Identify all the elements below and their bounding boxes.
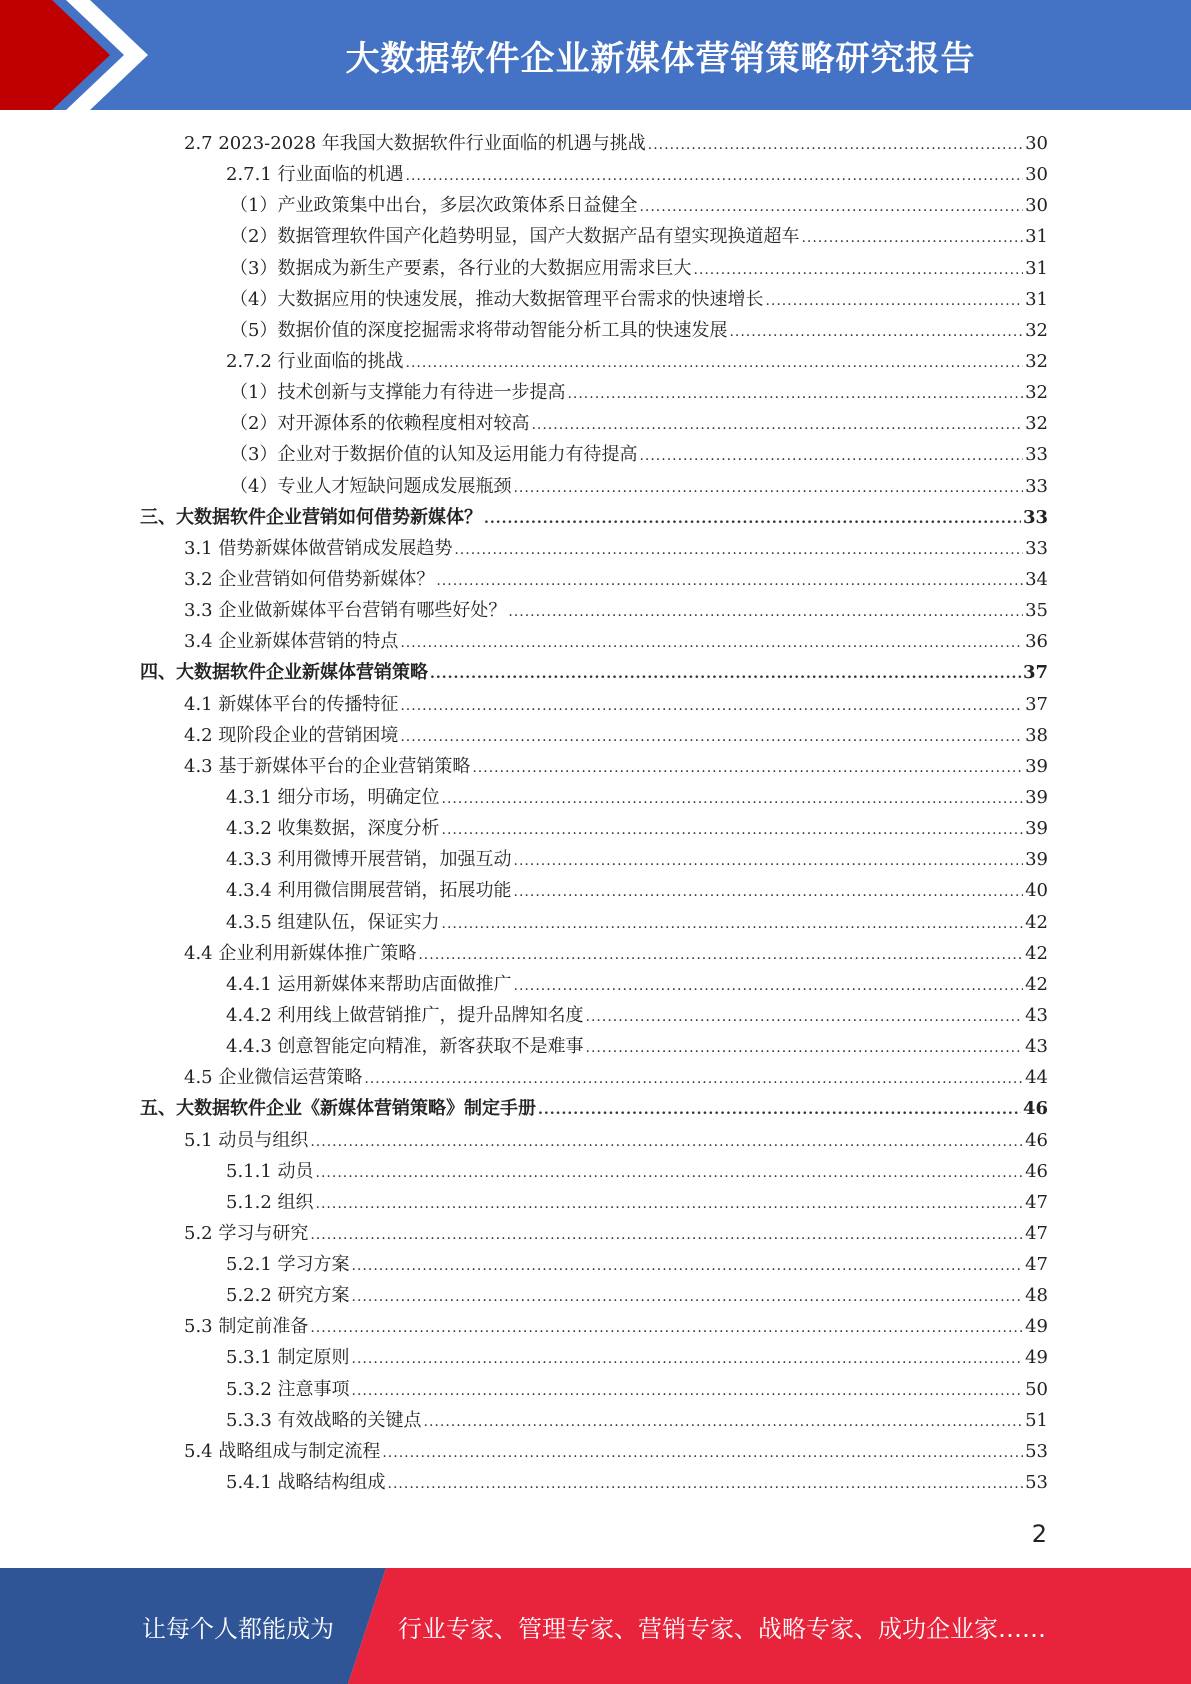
toc-entry-title: 3.3 企业做新媒体平台营销有哪些好处？ [184,600,507,622]
toc-dot-leader [729,317,1023,348]
toc-entry[interactable] [140,1031,1048,1062]
toc-entry-page: 33 [1022,506,1048,528]
toc-entry-title: 4.3.3 利用微博开展营销，加强互动 [226,849,512,871]
toc-entry[interactable] [140,533,1048,564]
toc-entry-page: 42 [1025,942,1048,964]
toc-entry-page: 31 [1025,288,1048,310]
toc-dot-leader [586,1002,1024,1033]
toc-dot-leader [442,909,1024,940]
toc-entry-page: 33 [1025,475,1048,497]
toc-entry-title: 5.3.1 制定原则 [226,1347,350,1369]
toc-entry-title: 2.7.1 行业面临的机遇 [226,164,404,186]
toc-entry-page: 39 [1025,755,1048,777]
toc-entry[interactable] [140,315,1048,346]
toc-dot-leader [352,1282,1024,1313]
toc-entry-title: （4）专业人才短缺问题成发展瓶颈 [230,475,512,497]
toc-entry-page: 50 [1025,1378,1048,1400]
toc-entry-title: （2）数据管理软件国产化趋势明显，国产大数据产品有望实现换道超车 [230,226,800,248]
toc-entry-title: 4.1 新媒体平台的传播特征 [184,693,399,715]
toc-dot-leader [442,784,1024,815]
toc-dot-leader [382,1438,1023,1469]
toc-entry[interactable] [140,689,1048,720]
toc-entry-title: 2.7.2 行业面临的挑战 [226,350,404,372]
toc-entry[interactable] [140,159,1048,190]
toc-dot-leader [316,1158,1024,1189]
toc-entry-page: 47 [1025,1222,1048,1244]
toc-entry-page: 38 [1025,724,1048,746]
toc-entry-title: 5.1.1 动员 [226,1160,314,1182]
toc-entry[interactable] [140,657,1048,688]
toc-entry-title: 4.3.2 收集数据，深度分析 [226,818,440,840]
toc-entry-page: 42 [1025,973,1048,995]
toc-entry-page: 46 [1025,1160,1048,1182]
toc-dot-leader [801,223,1023,254]
toc-dot-leader [567,379,1023,410]
toc-entry-title: （5）数据价值的深度挖掘需求将带动智能分析工具的快速发展 [230,319,728,341]
toc-dot-leader [400,628,1023,659]
toc-entry-title: 3.2 企业营销如何借势新媒体？ [184,568,435,590]
toc-entry-page: 43 [1025,1004,1048,1026]
toc-entry-title: 2.7 2023-2028 年我国大数据软件行业面临的机遇与挑战 [184,133,646,154]
toc-entry-title: 5.3 制定前准备 [184,1316,309,1338]
toc-entry[interactable] [140,221,1048,252]
toc-dot-leader [442,815,1024,846]
toc-dot-leader [310,1220,1023,1251]
toc-entry[interactable] [140,1280,1048,1311]
toc-dot-leader [484,504,1021,535]
toc-dot-leader [418,940,1023,971]
toc-entry-page: 39 [1025,786,1048,808]
toc-dot-leader [514,877,1024,908]
toc-entry[interactable] [140,439,1048,470]
toc-entry-page: 32 [1025,319,1048,341]
toc-entry[interactable] [140,595,1048,626]
toc-entry-page: 53 [1025,1440,1048,1462]
toc-entry[interactable] [140,1311,1048,1342]
toc-dot-leader [639,192,1023,223]
toc-dot-leader [586,1033,1024,1064]
toc-entry-title: 5.4 战略组成与制定流程 [184,1440,381,1462]
toc-entry-title: 5.3.2 注意事项 [226,1378,350,1400]
toc-entry-page: 37 [1022,662,1048,684]
toc-entry-title: 四、大数据软件企业新媒体营销策略 [140,662,428,684]
toc-entry[interactable] [140,751,1048,782]
toc-entry[interactable] [140,1156,1048,1187]
toc-entry-page: 39 [1025,849,1048,871]
toc-entry-title: 4.3 基于新媒体平台的企业营销策略 [184,755,471,777]
header-arrow-icon [0,0,160,110]
page-footer [0,1568,1191,1684]
toc-entry[interactable] [140,1436,1048,1467]
toc-entry-title: 4.4.3 创意智能定向精准，新客获取不是难事 [226,1036,584,1058]
toc-entry-page: 31 [1025,226,1048,248]
toc-dot-leader [436,566,1023,597]
toc-entry-title: （1）产业政策集中出台，多层次政策体系日益健全 [230,195,638,217]
toc-dot-leader [406,161,1024,192]
toc-dot-leader [514,971,1024,1002]
toc-entry-page: 32 [1025,350,1048,372]
toc-dot-leader [352,1376,1024,1407]
toc-entry-page: 32 [1025,413,1048,435]
toc-entry-page: 37 [1025,693,1048,715]
toc-entry[interactable] [140,782,1048,813]
toc-entry-page: 47 [1025,1191,1048,1213]
toc-entry[interactable] [140,875,1048,906]
toc-dot-leader [316,1189,1024,1220]
toc-entry[interactable] [140,284,1048,315]
toc-entry-title: 5.2 学习与研究 [184,1222,309,1244]
toc-entry-title: （1）技术创新与支撑能力有待进一步提高 [230,382,566,404]
toc-entry-page: 36 [1025,631,1048,653]
toc-entry[interactable] [140,1249,1048,1280]
toc-dot-leader [648,130,1023,161]
toc-entry[interactable] [140,502,1048,533]
toc-entry[interactable] [140,564,1048,595]
toc-dot-leader [508,597,1023,628]
toc-entry-title: 5.4.1 战略结构组成 [226,1472,386,1494]
toc-entry-title: 五、大数据软件企业《新媒体营销策略》制定手册 [140,1098,536,1120]
toc-entry-title: 5.2.2 研究方案 [226,1285,350,1307]
toc-dot-leader [454,535,1023,566]
toc-entry-title: 5.2.1 学习方案 [226,1254,350,1276]
toc-entry-title: 4.2 现阶段企业的营销困境 [184,724,399,746]
toc-entry-page: 39 [1025,818,1048,840]
table-of-contents [140,128,1048,1498]
toc-entry-page: 51 [1025,1409,1048,1431]
toc-entry-title: 4.3.4 利用微信開展营销，拓展功能 [226,880,512,902]
toc-entry-page: 44 [1025,1067,1048,1089]
page-header [0,0,1191,110]
footer-slogan-left: 让每个人都能成为 [142,1614,334,1643]
toc-entry[interactable] [140,907,1048,938]
toc-entry-title: （2）对开源体系的依赖程度相对较高 [230,413,530,435]
toc-entry-title: （3）企业对于数据价值的认知及运用能力有待提高 [230,444,638,466]
page-number: 2 [1031,1520,1047,1548]
toc-entry-title: 4.3.1 细分市场，明确定位 [226,786,440,808]
toc-dot-leader [424,1407,1024,1438]
toc-dot-leader [472,753,1023,784]
toc-entry-page: 42 [1025,911,1048,933]
toc-dot-leader [765,286,1023,317]
toc-dot-leader [639,441,1023,472]
toc-entry[interactable] [140,1000,1048,1031]
toc-dot-leader [406,348,1024,379]
toc-entry[interactable] [140,1467,1048,1498]
toc-entry-title: 3.1 借势新媒体做营销成发展趋势 [184,537,453,559]
toc-dot-leader [388,1469,1024,1500]
toc-entry-title: 4.3.5 组建队伍，保证实力 [226,911,440,933]
toc-dot-leader [352,1251,1024,1282]
toc-entry[interactable] [140,813,1048,844]
toc-entry[interactable] [140,1374,1048,1405]
toc-entry-page: 32 [1025,382,1048,404]
toc-entry[interactable] [140,408,1048,439]
toc-entry[interactable] [140,720,1048,751]
toc-dot-leader [513,473,1023,504]
toc-entry-page: 47 [1025,1254,1048,1276]
toc-entry[interactable] [140,844,1048,875]
toc-entry-title: 5.3.3 有效战略的关键点 [226,1409,422,1431]
toc-entry[interactable] [140,377,1048,408]
toc-dot-leader [514,846,1024,877]
toc-entry[interactable] [140,128,1048,159]
toc-entry[interactable] [140,938,1048,969]
toc-entry-title: 4.4.2 利用线上做营销推广，提升品牌知名度 [226,1004,584,1026]
toc-entry-title: 4.4.1 运用新媒体来帮助店面做推广 [226,973,512,995]
toc-entry-page: 31 [1025,257,1048,279]
toc-entry[interactable] [140,190,1048,221]
toc-entry[interactable] [140,1093,1048,1124]
toc-entry[interactable] [140,1342,1048,1373]
toc-dot-leader [352,1344,1024,1375]
toc-entry-page: 46 [1022,1098,1048,1120]
toc-entry-page: 33 [1025,537,1048,559]
toc-entry[interactable] [140,471,1048,502]
toc-entry-page: 43 [1025,1036,1048,1058]
toc-entry[interactable] [140,1062,1048,1093]
toc-entry-title: 三、大数据软件企业营销如何借势新媒体？ [140,506,482,528]
toc-entry-title: 3.4 企业新媒体营销的特点 [184,631,399,653]
toc-entry-page: 40 [1025,880,1048,902]
toc-entry[interactable] [140,1405,1048,1436]
toc-entry[interactable] [140,253,1048,284]
toc-entry-page: 30 [1025,195,1048,217]
toc-entry-page: 46 [1025,1129,1048,1151]
toc-entry-page: 49 [1025,1316,1048,1338]
toc-entry-page: 48 [1025,1285,1048,1307]
toc-entry[interactable] [140,1125,1048,1156]
toc-entry[interactable] [140,346,1048,377]
toc-dot-leader [693,255,1023,286]
toc-entry-page: 30 [1025,133,1048,154]
toc-dot-leader [364,1064,1023,1095]
toc-entry[interactable] [140,1218,1048,1249]
toc-entry-page: 49 [1025,1347,1048,1369]
toc-entry-title: 5.1.2 组织 [226,1191,314,1213]
toc-entry-title: （3）数据成为新生产要素，各行业的大数据应用需求巨大 [230,257,692,279]
toc-entry-title: （4）大数据应用的快速发展，推动大数据管理平台需求的快速增长 [230,288,764,310]
toc-dot-leader [538,1095,1021,1126]
report-title: 大数据软件企业新媒体营销策略研究报告 [345,38,976,79]
toc-entry-page: 30 [1025,164,1048,186]
toc-entry-title: 4.5 企业微信运营策略 [184,1067,363,1089]
toc-entry-title: 5.1 动员与组织 [184,1129,309,1151]
toc-dot-leader [310,1313,1023,1344]
toc-dot-leader [400,722,1023,753]
toc-dot-leader [310,1127,1023,1158]
toc-entry-page: 34 [1025,568,1048,590]
toc-entry-title: 4.4 企业利用新媒体推广策略 [184,942,417,964]
toc-dot-leader [531,410,1023,441]
footer-slogan-right: 行业专家、管理专家、营销专家、战略专家、成功企业家…… [398,1614,1046,1643]
toc-dot-leader [430,659,1021,690]
toc-entry-page: 33 [1025,444,1048,466]
toc-entry[interactable] [140,626,1048,657]
toc-entry[interactable] [140,969,1048,1000]
toc-dot-leader [400,691,1023,722]
toc-entry-page: 35 [1025,600,1048,622]
toc-entry-page: 53 [1025,1472,1048,1494]
toc-entry[interactable] [140,1187,1048,1218]
